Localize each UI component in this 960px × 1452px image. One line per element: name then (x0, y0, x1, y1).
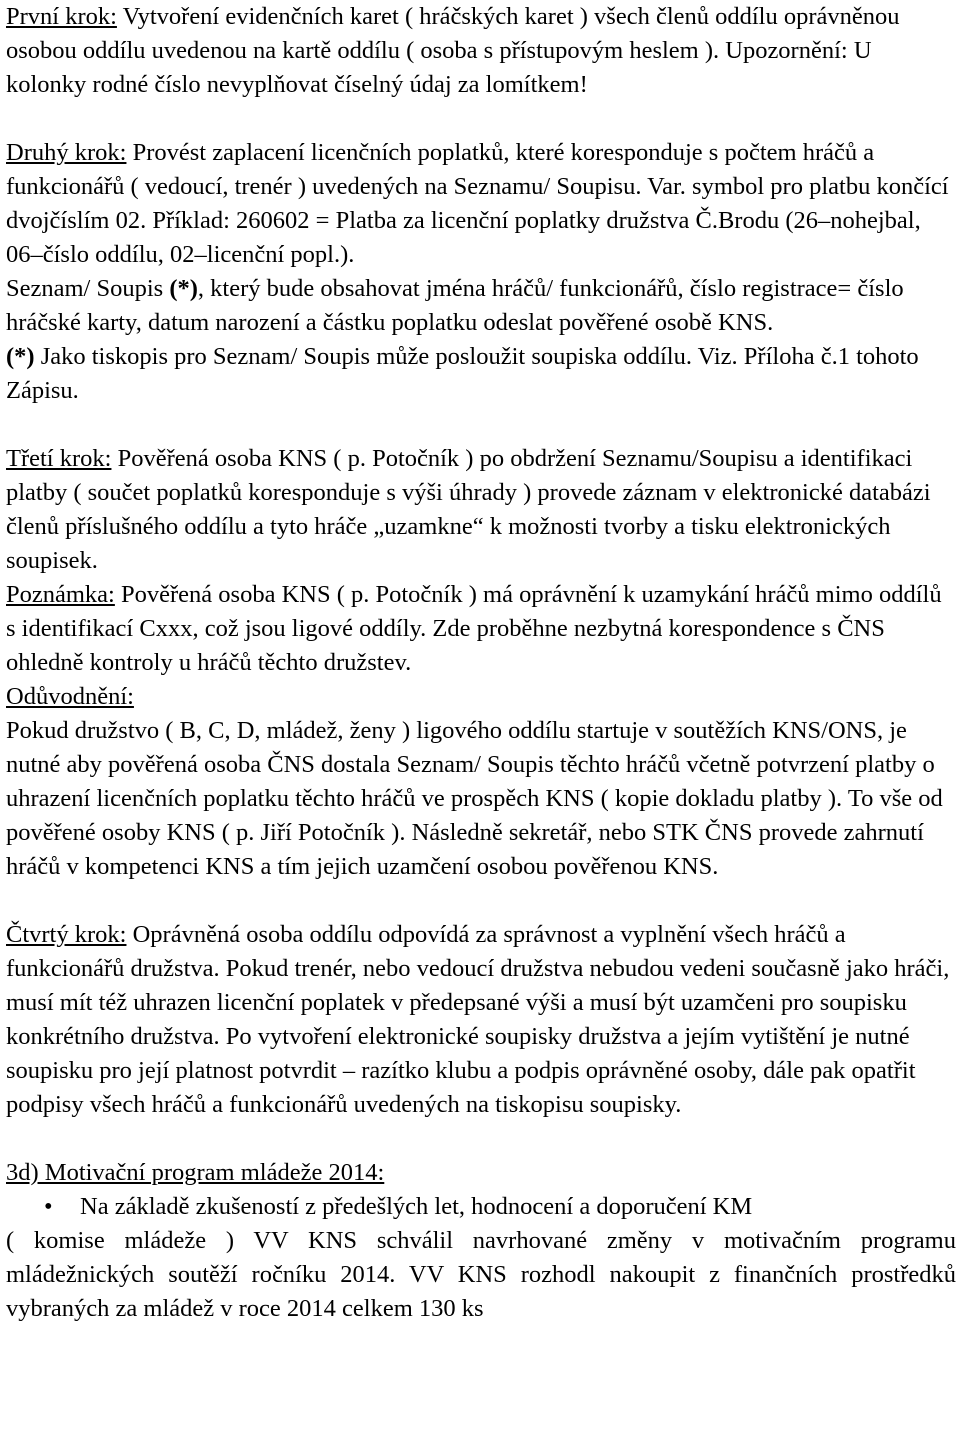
step3-reason-label-line (6, 680, 956, 714)
spacer (6, 884, 956, 918)
step1-label: První krok: (6, 3, 117, 30)
section-3d-bullet-text: ( komise mládeže ) VV KNS schválil navrhované změny v motivačním programu mládežnických soutěží ročníku 2014. VV KNS rozhodl nakoupit z finančních prostředků vybraných za mládež v roce 2014 celkem 130 ks (6, 1227, 956, 1322)
spacer (6, 1122, 956, 1156)
document-page (6, 0, 956, 1326)
step4-label: Čtvrtý krok: (6, 921, 127, 948)
step3-note-text: Pověřená osoba KNS ( p. Potočník ) má oprávnění k uzamykání hráčů mimo oddílů s identifikací Cxxx, což jsou ligové oddíly. Zde proběhne nezbytná korespondence s ČNS ohledně kontroly u hráčů těchto družstev. (6, 581, 942, 676)
step1-paragraph (6, 0, 956, 102)
section-3d-bullet-first-line (6, 1190, 956, 1224)
step2-paragraph (6, 136, 956, 272)
step2-asterisk-mark: (*) (169, 275, 198, 302)
step3-reason-paragraph: Pokud družstvo ( B, C, D, mládež, ženy ) ligového oddílu startuje v soutěžích KNS/ONS, je nutné aby pověřená osoba ČNS dostala Seznam/ Soupis těchto hráčů včetně potvrzení platby o uhrazení licenčních poplatku těchto hráčů ve prospěch KNS ( kopie dokladu platby ). To vše od pověřené osoby KNS ( p. Jiří Potočník ). Následně sekretář, nebo STK ČNS provede zahrnutí hráčů v kompetenci KNS a tím jejich uzamčení osobou pověřenou KNS. (6, 717, 943, 880)
step2-label: Druhý krok: (6, 139, 127, 166)
spacer (6, 102, 956, 136)
step3-note-label: Poznámka: (6, 581, 115, 608)
step2-list-paragraph (6, 272, 956, 340)
step2-note-text: Jako tiskopis pro Seznam/ Soupis může posloužit soupiska oddílu. Viz. Příloha č.1 tohoto Zápisu. (6, 343, 919, 404)
step4-paragraph (6, 918, 956, 1122)
step3-text: Pověřená osoba KNS ( p. Potočník ) po obdržení Seznamu/Soupisu a identifikaci platby ( součet poplatků koresponduje s výši úhrady ) provede záznam v elektronické databázi členů příslušného oddílu a tyto hráče „uzamkne“ k možnosti tvorby a tisku elektronických soupisek. (6, 445, 931, 574)
bullet-first-line-text: Na základě zkušeností z předešlých let, hodnocení a doporučení KM (80, 1193, 753, 1220)
step3-paragraph (6, 442, 956, 578)
step3-reason-label: Odůvodnění: (6, 683, 134, 710)
step3-note-paragraph (6, 578, 956, 680)
step2-note-mark: (*) (6, 343, 35, 370)
step1-text: Vytvoření evidenčních karet ( hráčských karet ) všech členů oddílu oprávněnou osobou oddílu uvedenou na kartě oddílu ( osoba s přístupovým heslem ). Upozornění: U kolonky rodné číslo nevyplňovat číselný údaj za lomítkem! (6, 3, 900, 98)
step3-label: Třetí krok: (6, 445, 112, 472)
spacer (6, 408, 956, 442)
step2-note-paragraph (6, 340, 956, 408)
step2-list-text-a: Seznam/ Soupis (6, 275, 170, 302)
section-3d-heading-text: 3d) Motivační program mládeže 2014: (6, 1159, 385, 1186)
bullet-icon: • (44, 1193, 53, 1220)
step2-text: Provést zaplacení licenčních poplatků, které koresponduje s počtem hráčů a funkcionářů ( vedoucí, trenér ) uvedených na Seznamu/ Soupisu. Var. symbol pro platbu končící dvojčíslím 02. Příklad: 260602 = Platba za licenční poplatky družstva Č.Brodu (26–nohejbal, 06–číslo oddílu, 02–licenční popl.). (6, 139, 949, 268)
step2-list-text-b: , který bude obsahovat jména hráčů/ funkcionářů, číslo registrace= číslo hráčské karty, datum narození a částku poplatku odeslat pověřené osobě KNS. (6, 275, 904, 336)
section-3d-heading (6, 1156, 956, 1190)
step4-text: Oprávněná osoba oddílu odpovídá za správnost a vyplnění všech hráčů a funkcionářů družstva. Pokud trenér, nebo vedoucí družstva nebudou vedeni současně jako hráči, musí mít též uhrazen licenční poplatek v předepsané výši a musí být uzamčeni pro soupisku konkrétního družstva. Po vytvoření elektronické soupisky družstva a jejím vytištění je nutné soupisku pro její platnost potvrdit – razítko klubu a podpis oprávněné osoby, dále pak opatřit podpisy všech hráčů a funkcionářů uvedených na tiskopisu soupisky. (6, 921, 950, 1118)
